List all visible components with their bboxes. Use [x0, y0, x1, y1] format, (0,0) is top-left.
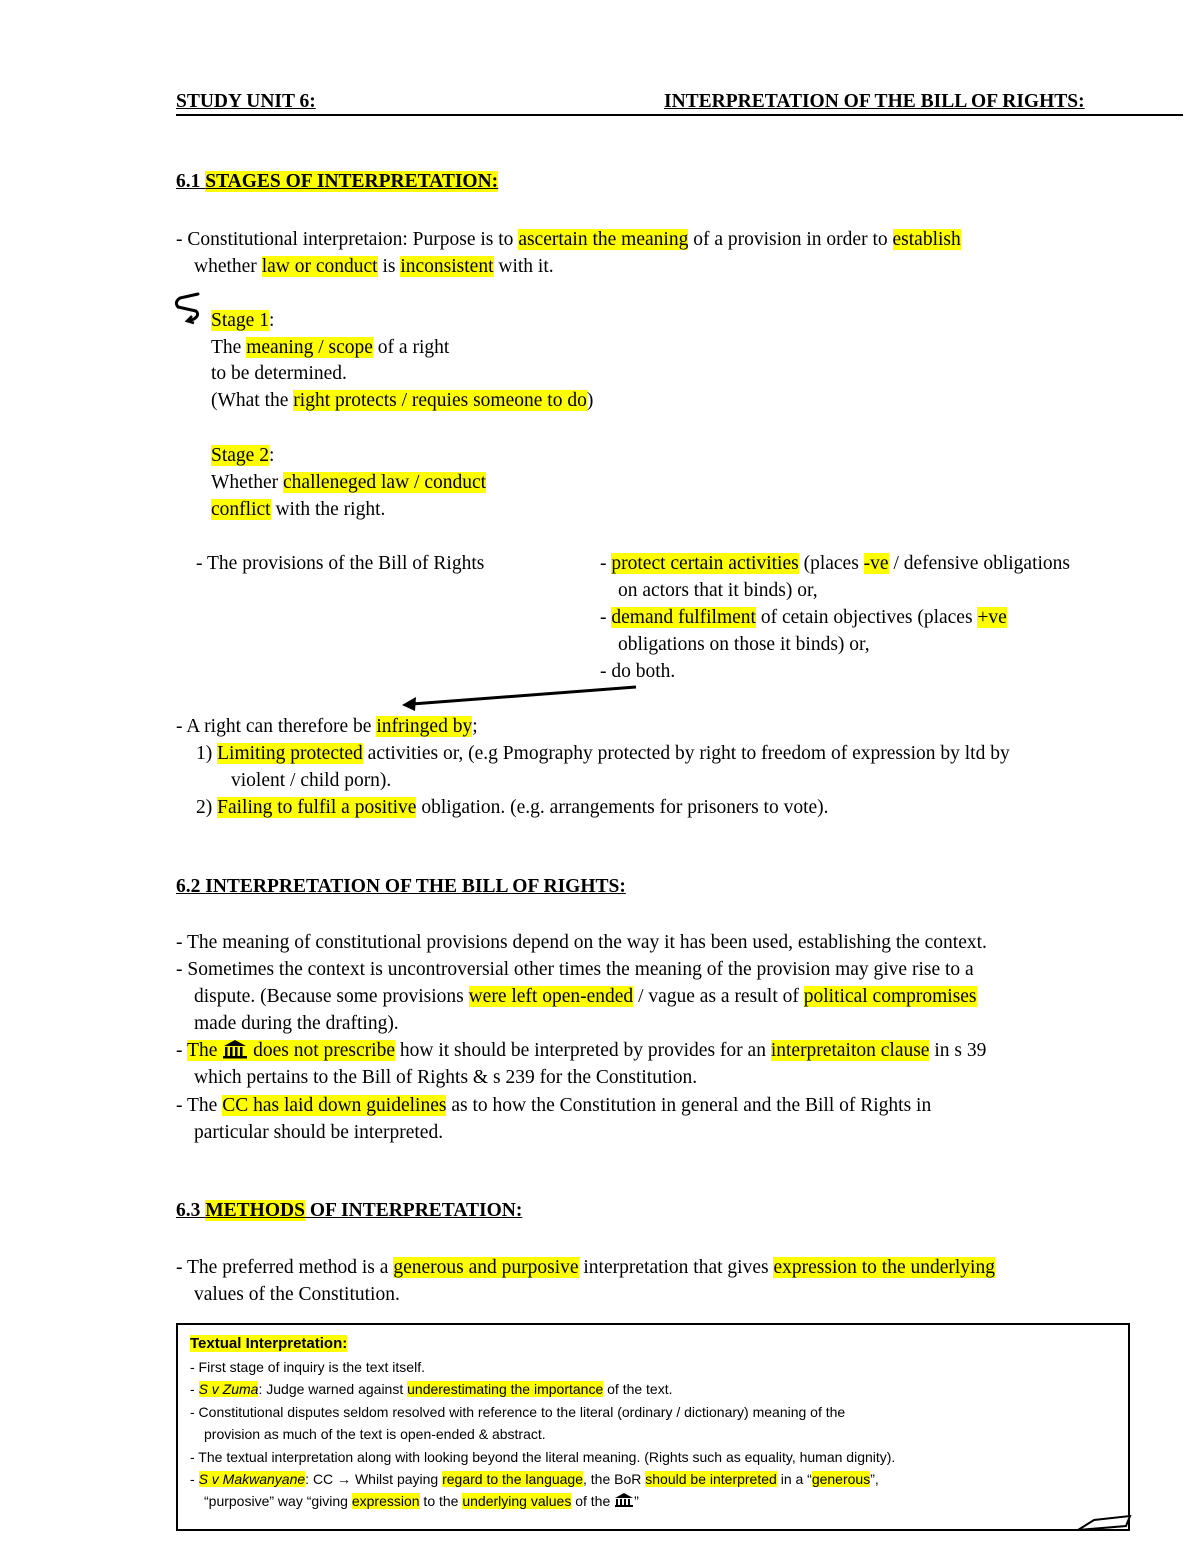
s62-line8: particular should be interpreted. — [194, 1122, 444, 1143]
s62-line7: - The CC has laid down guidelines as to how the Constitution in general and the Bill of Rights in — [176, 1095, 932, 1116]
s62-line4: made during the drafting). — [194, 1013, 399, 1034]
stage2-label: Stage 2: — [211, 445, 275, 466]
box-line1: - First stage of inquiry is the text itself. — [190, 1359, 425, 1375]
box-line6: - S v Makwanyane: CC → Whilst paying regard to the language, the BoR should be interpreted in a “generous”, — [190, 1471, 879, 1487]
s63-line2: values of the Constitution. — [194, 1284, 400, 1305]
provisions-r4: obligations on those it binds) or, — [618, 634, 870, 655]
s61-intro-line2: whether law or conduct is inconsistent with it. — [194, 256, 554, 277]
box-line7: “purposive” way “giving expression to the underlying values of the ” — [204, 1493, 639, 1509]
constitution-building-icon — [222, 1039, 248, 1059]
provisions-r5: - do both. — [600, 661, 676, 682]
arrow-icon — [398, 684, 648, 714]
section-6-1-title: 6.1 STAGES OF INTERPRETATION: — [176, 171, 499, 192]
provisions-r3: - demand fulfilment of cetain objectives (places +ve — [600, 607, 1007, 628]
s63-line1: - The preferred method is a generous and purposive interpretation that gives expression to the underlying — [176, 1257, 995, 1278]
stage1-line3: (What the right protects / requies someone to do) — [211, 390, 594, 411]
infringe-item1: 1) Limiting protected activities or, (e.g Pmography protected by right to freedom of expression by ltd by — [196, 743, 1010, 764]
stage1-label: Stage 1: — [211, 310, 275, 331]
provisions-left: - The provisions of the Bill of Rights — [196, 553, 485, 574]
stage2-line2: conflict with the right. — [211, 499, 386, 520]
header-rule — [0, 113, 1200, 123]
infringe-item1-cont: violent / child porn). — [231, 770, 392, 791]
stage1-line2: to be determined. — [211, 363, 347, 384]
s62-line5: - The does not prescribe how it should be interpreted by provides for an interpretaiton clause in s 39 — [176, 1040, 987, 1061]
infringe-item2: 2) Failing to fulfil a positive obligation. (e.g. arrangements for prisoners to vote). — [196, 797, 829, 818]
constitution-building-icon-small — [614, 1492, 634, 1508]
box-line5: - The textual interpretation along with looking beyond the literal meaning. (Rights such as equality, human dignity). — [190, 1449, 896, 1465]
header-right: INTERPRETATION OF THE BILL OF RIGHTS: — [664, 91, 1085, 112]
s62-line6: which pertains to the Bill of Rights & s 239 for the Constitution. — [194, 1067, 698, 1088]
box-line4: provision as much of the text is open-ended & abstract. — [204, 1426, 546, 1442]
section-6-2-title: 6.2 INTERPRETATION OF THE BILL OF RIGHTS: — [176, 876, 626, 897]
box-line2: - S v Zuma: Judge warned against underestimating the importance of the text. — [190, 1381, 673, 1397]
provisions-r2: on actors that it binds) or, — [618, 580, 818, 601]
box-line3: - Constitutional disputes seldom resolved with reference to the literal (ordinary / dictionary) meaning of the — [190, 1404, 846, 1420]
stage2-line1: Whether challeneged law / conduct — [211, 472, 487, 493]
s62-line1: - The meaning of constitutional provisions depend on the way it has been used, establishing the context. — [176, 932, 987, 953]
infringe-line1: - A right can therefore be infringed by; — [176, 716, 478, 737]
s61-intro-line1: - Constitutional interpretaion: Purpose is to ascertain the meaning of a provision in order to establish — [176, 229, 961, 250]
box-title: Textual Interpretation: — [190, 1335, 348, 1352]
header-left: STUDY UNIT 6: — [176, 91, 316, 112]
section-6-3-title: 6.3 METHODS OF INTERPRETATION: — [176, 1200, 523, 1221]
stage1-line1: The meaning / scope of a right — [211, 337, 450, 358]
curved-arrow-icon — [172, 290, 206, 324]
s62-line3: dispute. (Because some provisions were left open-ended / vague as a result of political compromises — [194, 986, 977, 1007]
s62-line2: - Sometimes the context is uncontroversial other times the meaning of the provision may give rise to a — [176, 959, 974, 980]
provisions-r1: - protect certain activities (places -ve / defensive obligations — [600, 553, 1071, 574]
page-curl-icon — [1074, 1512, 1134, 1532]
